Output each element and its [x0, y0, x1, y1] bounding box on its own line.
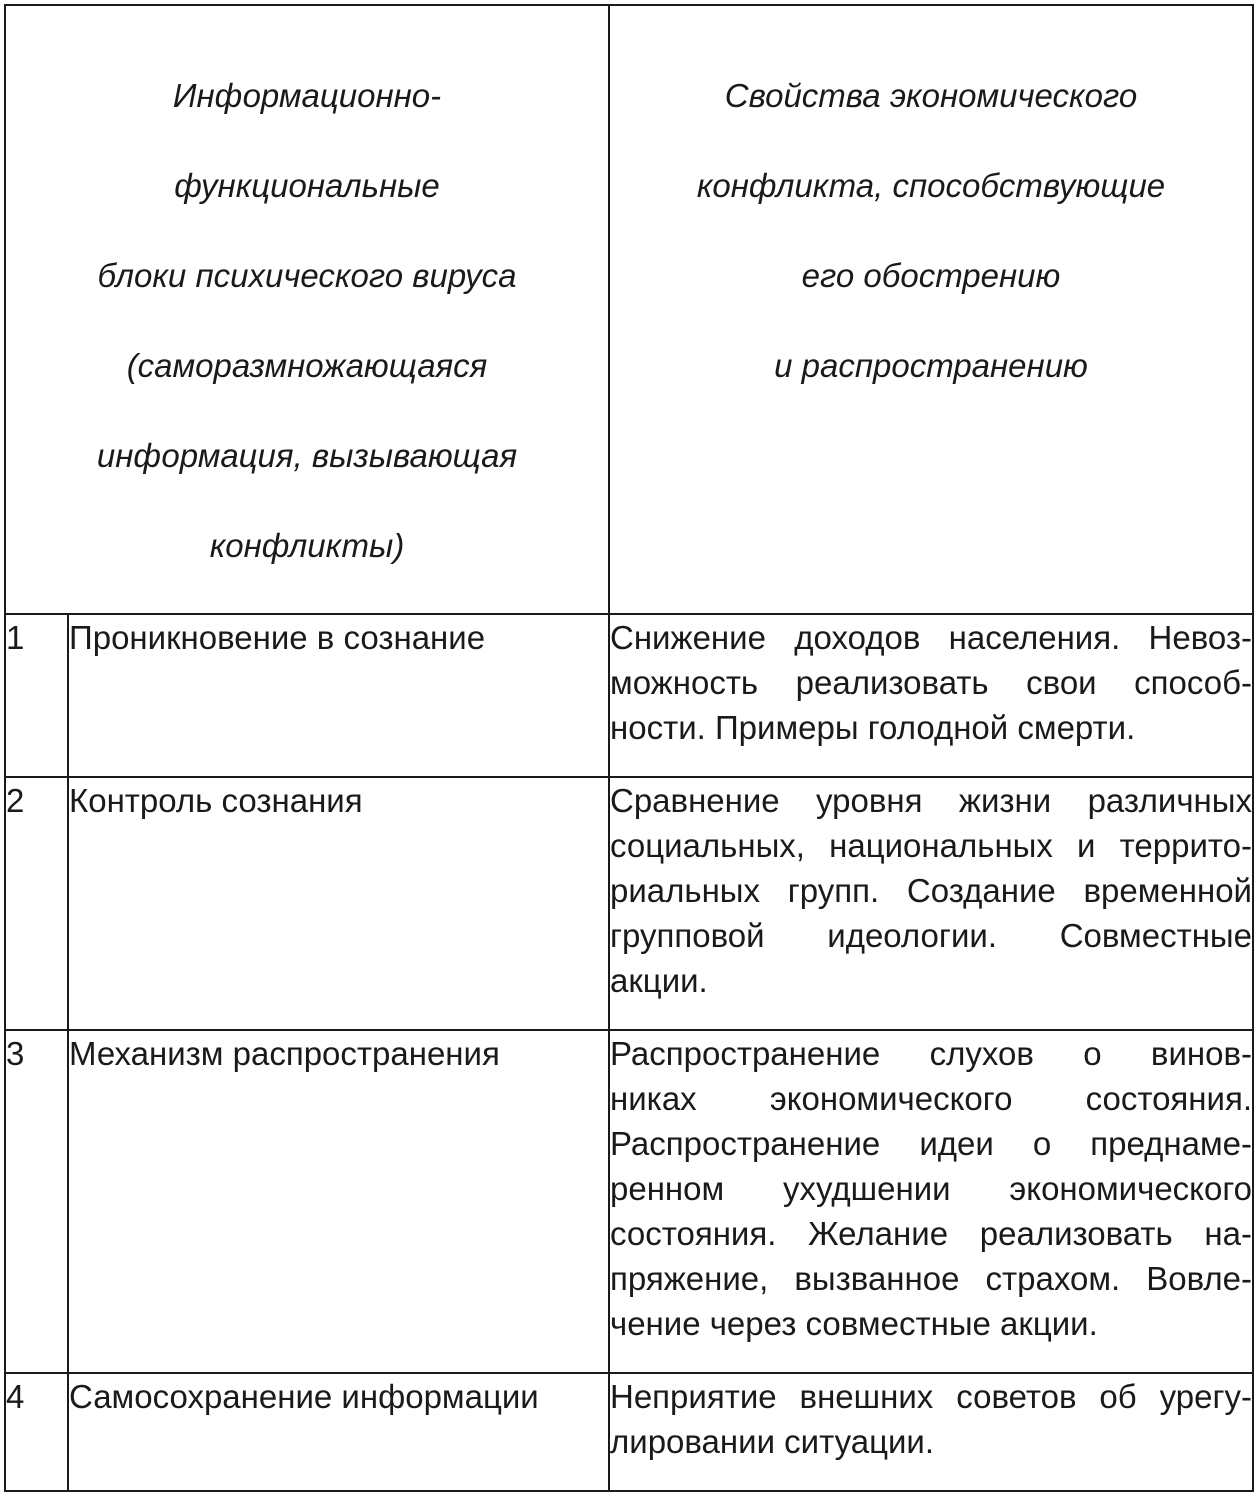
header-right-line: его обострению	[801, 257, 1061, 294]
property-line: Распространение слухов о винов-	[610, 1035, 1252, 1072]
property-line: можность реализовать свои способ-	[610, 664, 1252, 701]
table-row	[5, 777, 1253, 1030]
property-line: никах экономического состояния.	[610, 1080, 1252, 1117]
row-number: 4	[5, 1373, 68, 1491]
virus-conflict-table	[4, 4, 1254, 1492]
property-line: пряжение, вызванное страхом. Вовле-	[610, 1260, 1252, 1297]
property-line: Снижение доходов населения. Невоз-	[610, 619, 1252, 656]
row-number: 3	[5, 1030, 68, 1373]
header-right-line: Свойства экономического	[724, 77, 1138, 114]
header-virus-blocks-text	[6, 6, 608, 613]
property-line: состояния. Желание реализовать на-	[610, 1215, 1252, 1252]
header-left-line: функциональные	[174, 167, 440, 204]
property-line: Сравнение уровня жизни различных	[610, 782, 1252, 819]
header-right-line: конфликта, способствующие	[696, 167, 1166, 204]
property-line: чение через совместные акции.	[610, 1305, 1098, 1342]
virus-block-name: Контроль сознания	[68, 777, 609, 1030]
header-left-line: информация, вызывающая	[96, 437, 518, 474]
property-line: Неприятие внешних советов об урегу-	[610, 1378, 1252, 1415]
property-line: лировании ситуации.	[610, 1423, 935, 1460]
property-line: групповой идеологии. Совместные	[610, 917, 1252, 954]
row-number: 2	[5, 777, 68, 1030]
conflict-property-text	[609, 777, 1253, 1030]
property-line: ности. Примеры голодной смерти.	[610, 709, 1136, 746]
header-left-line: Информационно-	[172, 77, 442, 114]
header-conflict-properties-text	[610, 6, 1252, 433]
row-number: 1	[5, 614, 68, 777]
table-header-row	[5, 5, 1253, 614]
header-cell-virus-blocks	[5, 5, 609, 614]
virus-block-name: Механизм распространения	[68, 1030, 609, 1373]
table-row	[5, 1030, 1253, 1373]
header-cell-conflict-properties	[609, 5, 1253, 614]
header-left-line: конфликты)	[209, 527, 405, 564]
conflict-property-text	[609, 1030, 1253, 1373]
conflict-property-text	[609, 614, 1253, 777]
property-line: акции.	[610, 962, 708, 999]
header-left-line: (саморазмножающаяся	[126, 347, 488, 384]
header-left-line: блоки психического вируса	[97, 257, 517, 294]
virus-block-name: Проникновение в сознание	[68, 614, 609, 777]
property-line: ренном ухудшении экономического	[610, 1170, 1252, 1207]
property-line: риальных групп. Создание временной	[610, 872, 1252, 909]
conflict-property-text	[609, 1373, 1253, 1491]
property-line: социальных, национальных и террито-	[610, 827, 1252, 864]
header-right-line: и распространению	[774, 347, 1088, 384]
table-row	[5, 614, 1253, 777]
virus-block-name: Самосохранение информации	[68, 1373, 609, 1491]
property-line: Распространение идеи о преднаме-	[610, 1125, 1252, 1162]
table-row	[5, 1373, 1253, 1491]
